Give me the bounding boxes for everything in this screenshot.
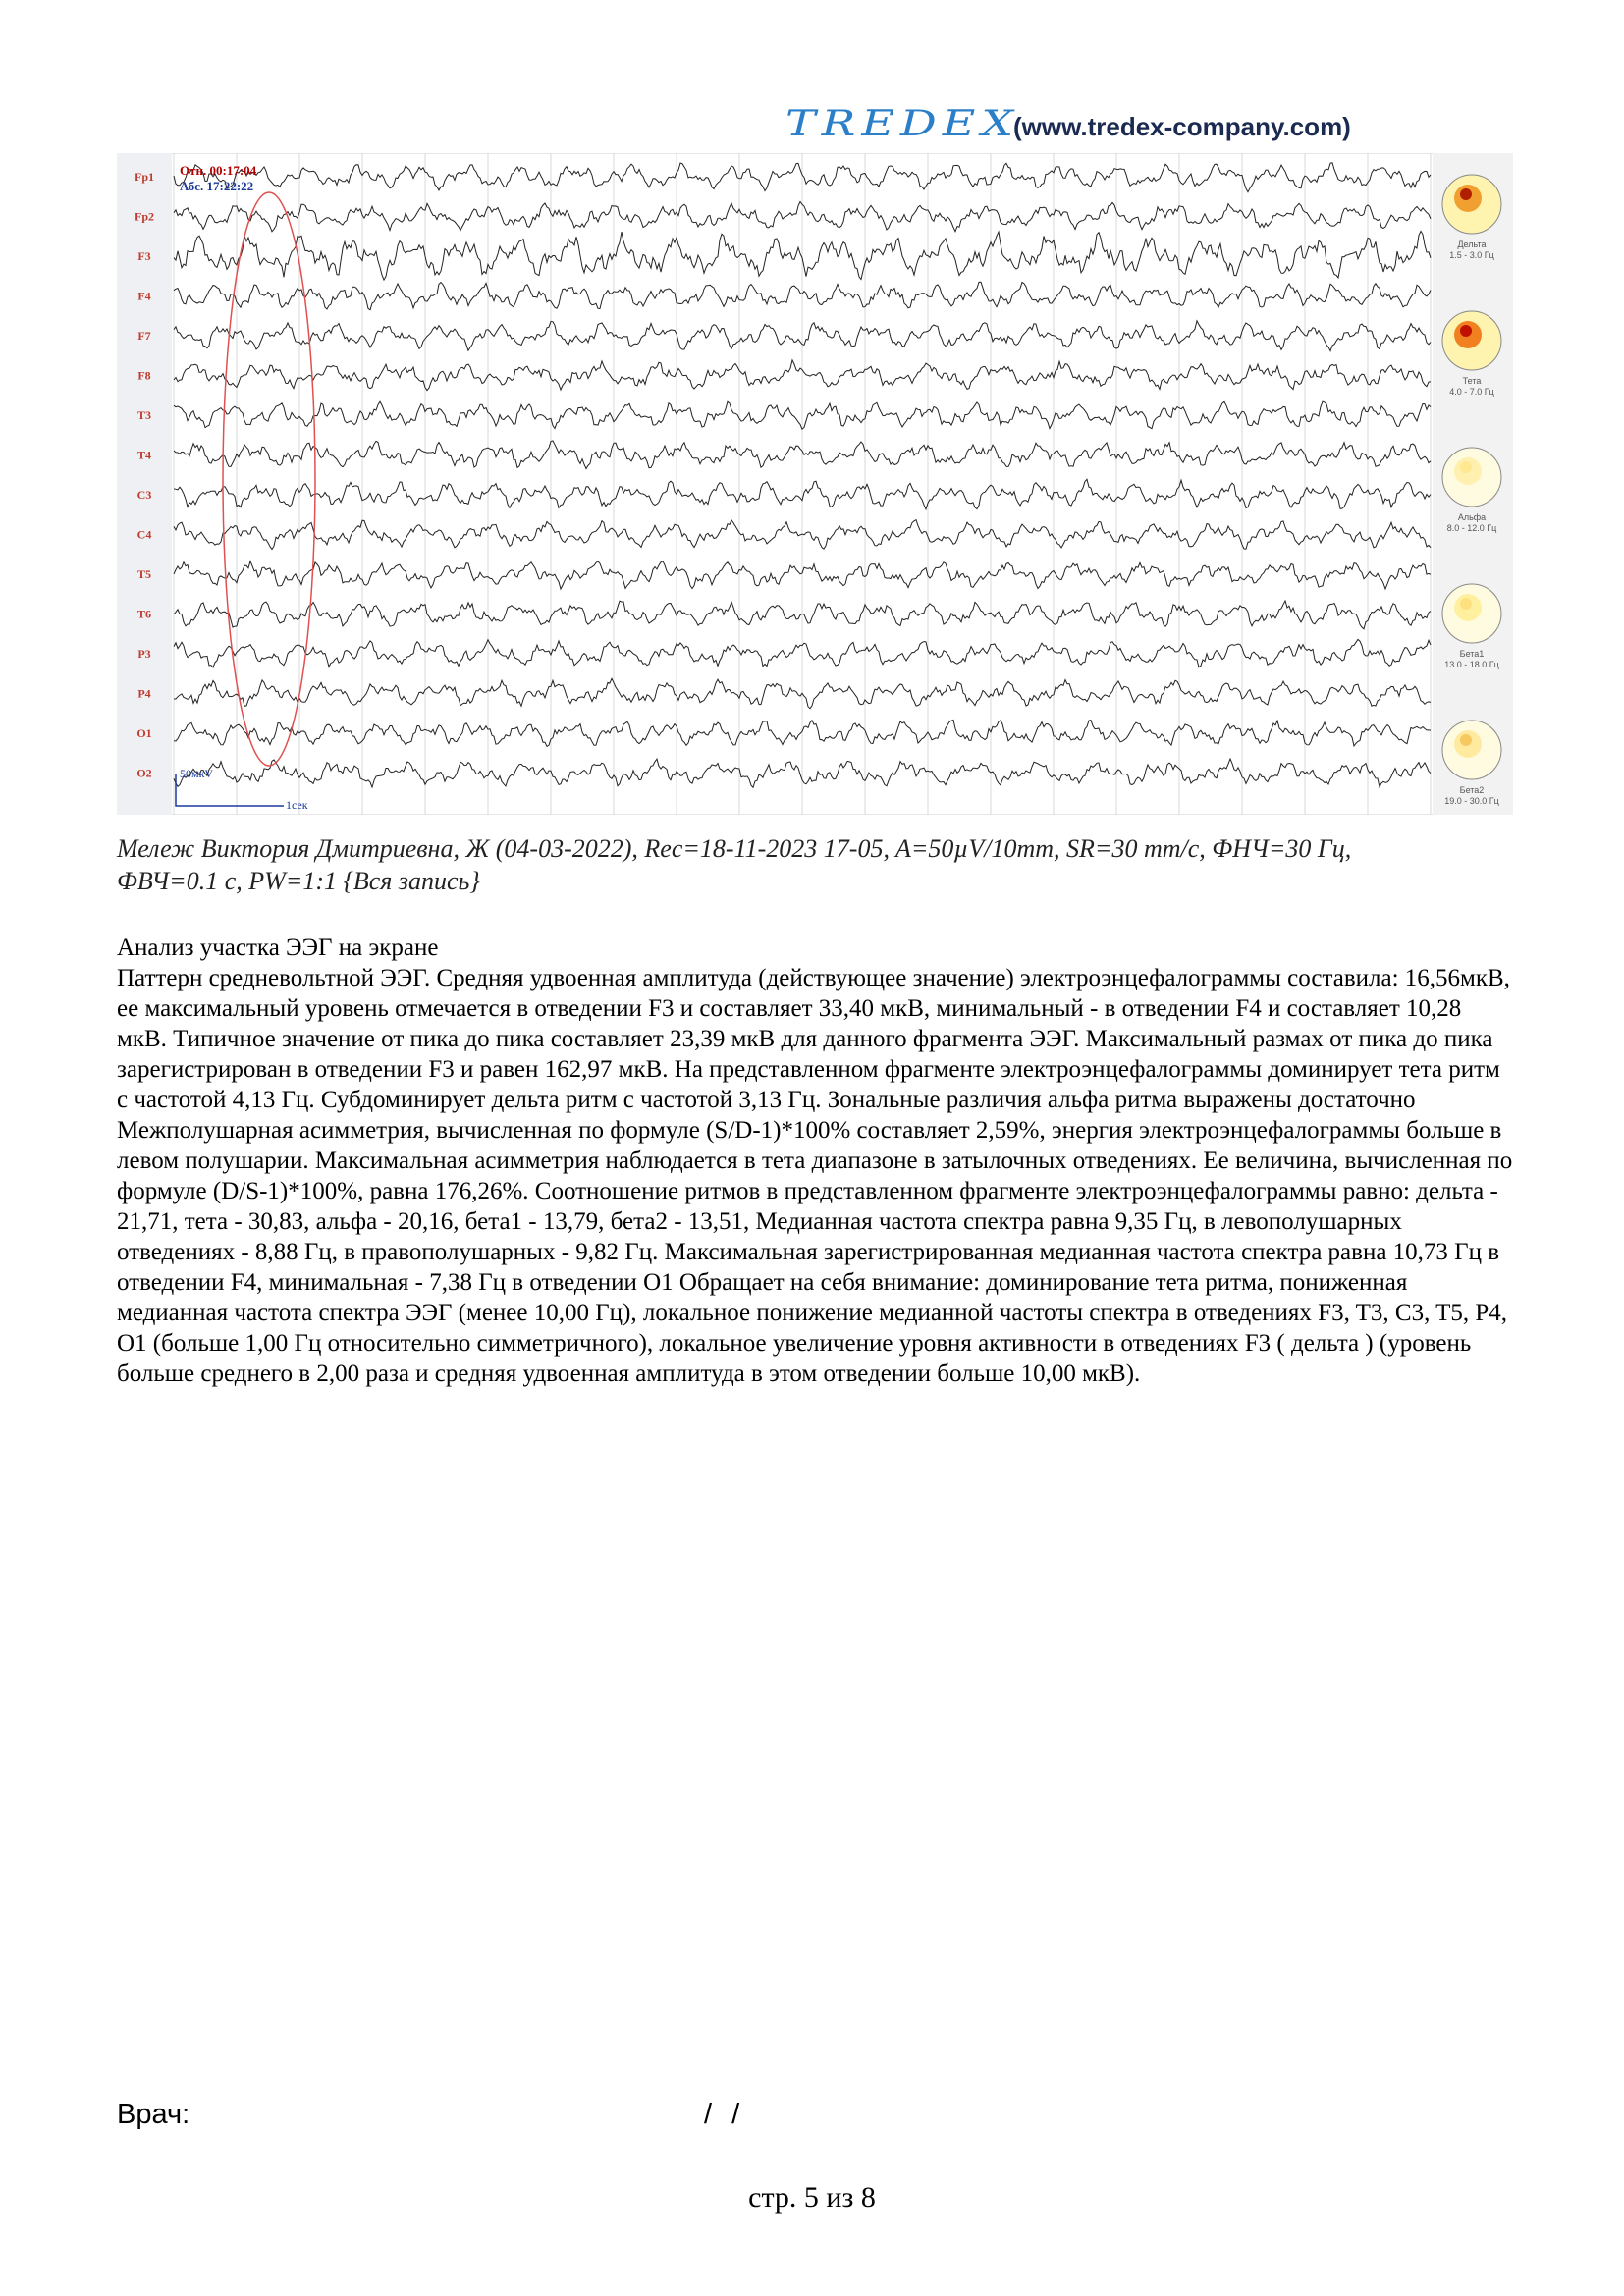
channel-label-t6: T6 bbox=[136, 607, 152, 621]
brain-map-name: Бета2 bbox=[1459, 785, 1485, 795]
channel-label-t4: T4 bbox=[136, 448, 152, 462]
channel-label-o2: O2 bbox=[136, 766, 152, 780]
scale-amplitude: 50мкV bbox=[180, 767, 214, 780]
caption-line-2: ФВЧ=0.1 с, PW=1:1 {Вся запись} bbox=[117, 867, 480, 895]
channel-label-fp1: Fp1 bbox=[134, 170, 155, 184]
analysis-title: Анализ участка ЭЭГ на экране bbox=[117, 934, 439, 961]
analysis-body: Паттерн средневольтной ЭЭГ. Средняя удвоенная амплитуда (действующее значение) электроэнцефалограммы составила: 16,56мкВ, ее максимальный уровень отмечается в отведении F3 и составляет 33,40 мкВ, минимальный - в отведении F4 и составляет 10,28 мкВ. Типичное значение от пика до пика составляет 23,39 мкВ для данного фрагмента ЭЭГ. Максимальный размах от пика до пика зарегистрирован в отведении F3 и равен 162,97 мкВ. На представленном фрагменте электроэнцефалограммы доминирует тета ритм с частотой 4,13 Гц. Субдоминирует дельта ритм с частотой 3,13 Гц. Зональные различия альфа ритма выражены достаточно Межполушарная асимметрия, вычисленная по формуле (S/D-1)*100% составляет 2,59%, энергия электроэнцефалограммы больше в левом полушарии. Максимальная асимметрия наблюдается в тета диапазоне в затылочных отведениях. Ее величина, вычисленная по формуле (D/S-1)*100%, равна 176,26%. Соотношение ритмов в представленном фрагменте электроэнцефалограммы равно: дельта - 21,71, тета - 30,83, альфа - 20,16, бета1 - 13,79, бета2 - 13,51, Медианная частота спектра равна 9,35 Гц, в левополушарных отведениях - 8,88 Гц, в правополушарных - 9,82 Гц. Максимальная зарегистрированная медианная частота спектра равна 10,73 Гц в отведении F4, минимальная - 7,38 Гц в отведении O1 Обращает на себя внимание: доминирование тета ритма, пониженная медианная частота спектра ЭЭГ (менее 10,00 Гц), локальное понижение медианной частоты спектра в отведениях F3, T3, C3, T5, P4, O1 (больше 1,00 Гц относительно симметричного), локальное увеличение уровня активности в отведениях F3 ( дельта ) (уровень больше среднего в 2,00 раза и средняя удвоенная амплитуда в этом отведении больше 10,00 мкВ). bbox=[117, 965, 1513, 1387]
channel-label-f4: F4 bbox=[137, 289, 151, 303]
channel-label-f8: F8 bbox=[137, 368, 151, 383]
brain-map-range: 4.0 - 7.0 Гц bbox=[1449, 387, 1494, 397]
eeg-screenshot bbox=[117, 153, 1513, 815]
analysis-section bbox=[117, 933, 1516, 1389]
brain-map-name: Тета bbox=[1462, 376, 1482, 386]
brain-map-name: Альфа bbox=[1457, 512, 1487, 522]
channel-label-o1: O1 bbox=[136, 726, 152, 740]
channel-label-c4: C4 bbox=[136, 527, 152, 542]
tredex-logo bbox=[785, 90, 1355, 159]
channel-label-t5: T5 bbox=[136, 567, 152, 581]
brain-map-range: 1.5 - 3.0 Гц bbox=[1449, 250, 1494, 260]
channel-label-c3: C3 bbox=[136, 488, 152, 502]
brain-map-range: 19.0 - 30.0 Гц bbox=[1444, 796, 1499, 806]
brain-map-range: 8.0 - 12.0 Гц bbox=[1446, 523, 1497, 533]
channel-label-p4: P4 bbox=[137, 686, 151, 701]
channel-label-f7: F7 bbox=[137, 329, 151, 343]
brain-map-range: 13.0 - 18.0 Гц bbox=[1444, 660, 1499, 669]
page-number: стр. 5 из 8 bbox=[748, 2181, 876, 2214]
logo-url: (www.tredex-company.com) bbox=[1013, 112, 1351, 141]
channel-label-p3: P3 bbox=[137, 647, 151, 661]
scale-time: 1сек bbox=[286, 798, 308, 812]
channel-label-fp2: Fp2 bbox=[134, 209, 155, 224]
caption-line-1: Мележ Виктория Дмитриевна, Ж (04-03-2022), Rec=18-11-2023 17-05, A=50µV/10mm, SR=30 mm/c, ФНЧ=30 Гц, bbox=[117, 834, 1352, 863]
recording-caption bbox=[117, 832, 1511, 897]
channel-label-t3: T3 bbox=[136, 408, 152, 422]
doctor-label: Врач: bbox=[117, 2099, 190, 2130]
eeg-traces bbox=[117, 153, 1513, 815]
logo-brand: TREDEX bbox=[785, 101, 1020, 144]
brain-map-name: Дельта bbox=[1457, 240, 1487, 249]
time-relative: Отн. 00:17:04 bbox=[180, 163, 257, 178]
time-absolute: Абс. 17:22:22 bbox=[180, 179, 254, 193]
signature-date-field: / / bbox=[704, 2099, 746, 2130]
brain-map-name: Бета1 bbox=[1459, 649, 1485, 659]
channel-label-f3: F3 bbox=[137, 249, 151, 263]
